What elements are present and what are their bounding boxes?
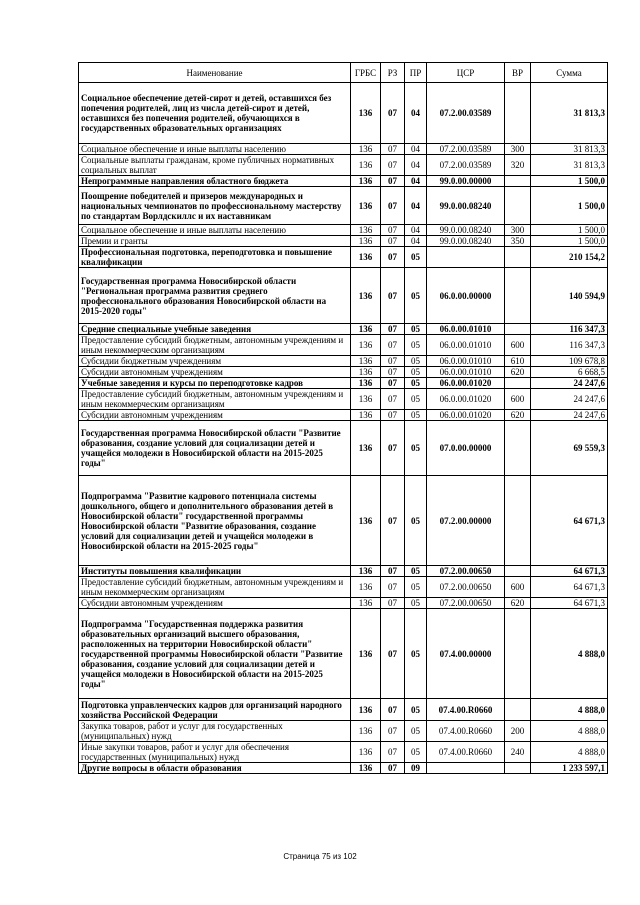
- table-row: [79, 225, 608, 236]
- cell-grbs: 136: [351, 155, 381, 176]
- cell-pr: 04: [405, 83, 427, 144]
- cell-sum: 4 888,0: [531, 721, 608, 742]
- cell-name: Социальное обеспечение и иные выплаты населению: [79, 144, 351, 155]
- cell-vr: [505, 763, 531, 774]
- table-row: [79, 144, 608, 155]
- table-row: [79, 598, 608, 609]
- cell-name: Институты повышения квалификации: [79, 566, 351, 577]
- cell-grbs: 136: [351, 763, 381, 774]
- cell-rz: 07: [381, 83, 405, 144]
- table-row: [79, 378, 608, 389]
- cell-csr: [427, 763, 505, 774]
- cell-rz: 07: [381, 367, 405, 378]
- cell-name: Учебные заведения и курсы по переподготовке кадров: [79, 378, 351, 389]
- cell-rz: 07: [381, 577, 405, 598]
- cell-csr: 07.4.00.R0660: [427, 742, 505, 763]
- cell-csr: 06.0.00.01020: [427, 410, 505, 421]
- cell-sum: 1 500,0: [531, 225, 608, 236]
- cell-pr: 05: [405, 324, 427, 335]
- header-name: Наименование: [79, 63, 351, 83]
- cell-pr: 05: [405, 410, 427, 421]
- cell-name: Другие вопросы в области образования: [79, 763, 351, 774]
- cell-vr: [505, 176, 531, 187]
- cell-rz: 07: [381, 742, 405, 763]
- cell-vr: [505, 324, 531, 335]
- cell-grbs: 136: [351, 389, 381, 410]
- cell-pr: 05: [405, 699, 427, 721]
- table-row: [79, 176, 608, 187]
- cell-name: Социальное обеспечение и иные выплаты населению: [79, 225, 351, 236]
- cell-sum: 24 247,6: [531, 378, 608, 389]
- table-row: [79, 699, 608, 721]
- cell-grbs: 136: [351, 378, 381, 389]
- cell-pr: 04: [405, 225, 427, 236]
- cell-name: Поощрение победителей и призеров международных и национальных чемпионатов по профессиональному мастерству по стандартам Ворлдскиллс и их наставникам: [79, 187, 351, 225]
- cell-pr: 05: [405, 367, 427, 378]
- cell-csr: 06.0.00.00000: [427, 268, 505, 324]
- cell-csr: 99.0.00.00000: [427, 176, 505, 187]
- cell-csr: 07.2.00.03589: [427, 144, 505, 155]
- cell-grbs: 136: [351, 83, 381, 144]
- table-row: [79, 247, 608, 268]
- cell-vr: [505, 476, 531, 566]
- cell-sum: 1 500,0: [531, 176, 608, 187]
- cell-csr: 07.2.00.00650: [427, 577, 505, 598]
- cell-name: Государственная программа Новосибирской области "Развитие образования, создание условий для социализации детей и учащейся молодежи в Новосибирской области на 2015-2025 годы": [79, 421, 351, 476]
- cell-csr: 06.0.00.01010: [427, 335, 505, 356]
- cell-vr: 350: [505, 236, 531, 247]
- cell-pr: 05: [405, 378, 427, 389]
- cell-pr: 05: [405, 356, 427, 367]
- cell-grbs: 136: [351, 421, 381, 476]
- cell-rz: 07: [381, 410, 405, 421]
- cell-sum: 69 559,3: [531, 421, 608, 476]
- cell-grbs: 136: [351, 356, 381, 367]
- cell-sum: 140 594,9: [531, 268, 608, 324]
- cell-rz: 07: [381, 699, 405, 721]
- cell-rz: 07: [381, 144, 405, 155]
- cell-vr: [505, 268, 531, 324]
- cell-vr: 320: [505, 155, 531, 176]
- cell-grbs: 136: [351, 324, 381, 335]
- cell-sum: 210 154,2: [531, 247, 608, 268]
- cell-grbs: 136: [351, 268, 381, 324]
- cell-name: Социальное обеспечение детей-сирот и детей, оставшихся без попечения родителей, лиц из числа детей-сирот и детей, оставшихся без попечения родителей, обучающихся в государственных образовательных организациях: [79, 83, 351, 144]
- cell-sum: 64 671,3: [531, 566, 608, 577]
- table-row: [79, 721, 608, 742]
- cell-csr: 07.2.00.00650: [427, 566, 505, 577]
- cell-vr: [505, 83, 531, 144]
- cell-pr: 05: [405, 476, 427, 566]
- cell-csr: 99.0.00.08240: [427, 236, 505, 247]
- cell-csr: 07.2.00.03589: [427, 83, 505, 144]
- cell-sum: 1 233 597,1: [531, 763, 608, 774]
- cell-rz: 07: [381, 763, 405, 774]
- cell-sum: 64 671,3: [531, 598, 608, 609]
- cell-csr: 06.0.00.01020: [427, 378, 505, 389]
- cell-vr: [505, 609, 531, 699]
- cell-vr: [505, 378, 531, 389]
- cell-grbs: 136: [351, 598, 381, 609]
- cell-grbs: 136: [351, 187, 381, 225]
- cell-name: Субсидии бюджетным учреждениям: [79, 356, 351, 367]
- table-row: [79, 476, 608, 566]
- cell-sum: 24 247,6: [531, 389, 608, 410]
- cell-pr: 05: [405, 609, 427, 699]
- cell-rz: 07: [381, 155, 405, 176]
- cell-name: Подготовка управленческих кадров для организаций народного хозяйства Российской Федерации: [79, 699, 351, 721]
- cell-grbs: 136: [351, 247, 381, 268]
- cell-csr: 07.4.00.00000: [427, 609, 505, 699]
- cell-csr: 06.0.00.01010: [427, 367, 505, 378]
- cell-grbs: 136: [351, 236, 381, 247]
- cell-grbs: 136: [351, 577, 381, 598]
- cell-rz: 07: [381, 187, 405, 225]
- cell-grbs: 136: [351, 566, 381, 577]
- cell-rz: 07: [381, 236, 405, 247]
- cell-sum: 116 347,3: [531, 324, 608, 335]
- cell-pr: 04: [405, 155, 427, 176]
- cell-rz: 07: [381, 268, 405, 324]
- table-row: [79, 236, 608, 247]
- cell-vr: 620: [505, 367, 531, 378]
- table-row: [79, 421, 608, 476]
- cell-pr: 05: [405, 389, 427, 410]
- cell-name: Субсидии автономным учреждениям: [79, 410, 351, 421]
- cell-name: Субсидии автономным учреждениям: [79, 598, 351, 609]
- cell-sum: 31 813,3: [531, 155, 608, 176]
- cell-vr: [505, 187, 531, 225]
- header-pr: ПР: [405, 63, 427, 83]
- cell-csr: 99.0.00.08240: [427, 225, 505, 236]
- table-row: [79, 389, 608, 410]
- cell-vr: [505, 566, 531, 577]
- cell-grbs: 136: [351, 410, 381, 421]
- cell-name: Подпрограмма "Государственная поддержка развития образовательных организаций высшего образования, расположенных на территории Новосибирской области" государственной программы Новосибирской области "Развитие образования, создание условий для социализации детей и учащейся молодежи в Новосибирской области на 2015-2025 годы": [79, 609, 351, 699]
- cell-grbs: 136: [351, 335, 381, 356]
- cell-vr: 620: [505, 598, 531, 609]
- cell-sum: 109 678,8: [531, 356, 608, 367]
- cell-pr: 04: [405, 236, 427, 247]
- cell-grbs: 136: [351, 476, 381, 566]
- cell-name: Предоставление субсидий бюджетным, автономным учреждениям и иным некоммерческим организациям: [79, 577, 351, 598]
- cell-grbs: 136: [351, 609, 381, 699]
- cell-name: Предоставление субсидий бюджетным, автономным учреждениям и иным некоммерческим организациям: [79, 335, 351, 356]
- table-row: [79, 742, 608, 763]
- cell-pr: 04: [405, 176, 427, 187]
- table-row: [79, 155, 608, 176]
- cell-sum: 31 813,3: [531, 144, 608, 155]
- header-csr: ЦСР: [427, 63, 505, 83]
- table-row: [79, 410, 608, 421]
- cell-name: Подпрограмма "Развитие кадрового потенциала системы дошкольного, общего и дополнительного образования детей в Новосибирской области" государственной программы Новосибирской области "Развитие образования, создание условий для социализации детей и учащейся молодежи в Новосибирской области на 2015-2025 годы": [79, 476, 351, 566]
- cell-pr: 05: [405, 268, 427, 324]
- cell-rz: 07: [381, 324, 405, 335]
- cell-csr: [427, 247, 505, 268]
- cell-name: Премии и гранты: [79, 236, 351, 247]
- cell-rz: 07: [381, 356, 405, 367]
- cell-vr: 200: [505, 721, 531, 742]
- cell-vr: 600: [505, 577, 531, 598]
- table-row: [79, 268, 608, 324]
- cell-rz: 07: [381, 566, 405, 577]
- cell-name: Иные закупки товаров, работ и услуг для обеспечения государственных (муниципальных) нужд: [79, 742, 351, 763]
- cell-sum: 6 668,5: [531, 367, 608, 378]
- cell-vr: 300: [505, 225, 531, 236]
- table-row: [79, 335, 608, 356]
- cell-pr: 04: [405, 144, 427, 155]
- cell-pr: 04: [405, 187, 427, 225]
- cell-rz: 07: [381, 378, 405, 389]
- cell-vr: [505, 247, 531, 268]
- cell-sum: 64 671,3: [531, 476, 608, 566]
- cell-rz: 07: [381, 389, 405, 410]
- table-row: [79, 83, 608, 144]
- cell-rz: 07: [381, 476, 405, 566]
- cell-sum: 116 347,3: [531, 335, 608, 356]
- cell-vr: 600: [505, 389, 531, 410]
- cell-name: Государственная программа Новосибирской области "Региональная программа развития среднего профессионального образования Новосибирской области на 2015-2020 годы": [79, 268, 351, 324]
- cell-sum: 1 500,0: [531, 187, 608, 225]
- header-sum: Сумма: [531, 63, 608, 83]
- cell-name: Профессиональная подготовка, переподготовка и повышение квалификации: [79, 247, 351, 268]
- cell-rz: 07: [381, 247, 405, 268]
- budget-table: [78, 62, 608, 774]
- header-rz: РЗ: [381, 63, 405, 83]
- cell-sum: 24 247,6: [531, 410, 608, 421]
- cell-name: Социальные выплаты гражданам, кроме публичных нормативных социальных выплат: [79, 155, 351, 176]
- cell-csr: 07.4.00.R0660: [427, 699, 505, 721]
- cell-sum: 31 813,3: [531, 83, 608, 144]
- cell-pr: 05: [405, 421, 427, 476]
- cell-pr: 05: [405, 598, 427, 609]
- cell-vr: 620: [505, 410, 531, 421]
- cell-name: Субсидии автономным учреждениям: [79, 367, 351, 378]
- table-header-row: [79, 63, 608, 83]
- cell-rz: 07: [381, 421, 405, 476]
- cell-csr: 99.0.00.08240: [427, 187, 505, 225]
- cell-csr: 07.2.00.03589: [427, 155, 505, 176]
- table-row: [79, 609, 608, 699]
- cell-vr: 240: [505, 742, 531, 763]
- cell-pr: 05: [405, 742, 427, 763]
- cell-grbs: 136: [351, 699, 381, 721]
- cell-pr: 05: [405, 566, 427, 577]
- cell-grbs: 136: [351, 176, 381, 187]
- cell-pr: 09: [405, 763, 427, 774]
- cell-pr: 05: [405, 335, 427, 356]
- cell-name: Средние специальные учебные заведения: [79, 324, 351, 335]
- table-row: [79, 356, 608, 367]
- table-row: [79, 763, 608, 774]
- cell-rz: 07: [381, 609, 405, 699]
- cell-csr: 07.4.00.R0660: [427, 721, 505, 742]
- cell-sum: 4 888,0: [531, 699, 608, 721]
- cell-vr: 600: [505, 335, 531, 356]
- header-grbs: ГРБС: [351, 63, 381, 83]
- table-row: [79, 367, 608, 378]
- cell-name: Непрограммные направления областного бюджета: [79, 176, 351, 187]
- cell-rz: 07: [381, 225, 405, 236]
- cell-grbs: 136: [351, 144, 381, 155]
- cell-rz: 07: [381, 598, 405, 609]
- cell-rz: 07: [381, 335, 405, 356]
- cell-sum: 1 500,0: [531, 236, 608, 247]
- page-number: Страница 75 из 102: [283, 852, 357, 861]
- table-row: [79, 187, 608, 225]
- cell-csr: 07.2.00.00650: [427, 598, 505, 609]
- cell-grbs: 136: [351, 225, 381, 236]
- header-vr: ВР: [505, 63, 531, 83]
- cell-pr: 05: [405, 721, 427, 742]
- cell-sum: 4 888,0: [531, 609, 608, 699]
- table-row: [79, 324, 608, 335]
- table-row: [79, 566, 608, 577]
- cell-csr: 07.0.00.00000: [427, 421, 505, 476]
- cell-sum: 4 888,0: [531, 742, 608, 763]
- cell-grbs: 136: [351, 367, 381, 378]
- cell-grbs: 136: [351, 742, 381, 763]
- cell-vr: 300: [505, 144, 531, 155]
- table-row: [79, 577, 608, 598]
- cell-name: Закупка товаров, работ и услуг для государственных (муниципальных) нужд: [79, 721, 351, 742]
- cell-csr: 06.0.00.01010: [427, 356, 505, 367]
- cell-csr: 07.2.00.00000: [427, 476, 505, 566]
- cell-name: Предоставление субсидий бюджетным, автономным учреждениям и иным некоммерческим организациям: [79, 389, 351, 410]
- cell-vr: [505, 699, 531, 721]
- cell-grbs: 136: [351, 721, 381, 742]
- cell-sum: 64 671,3: [531, 577, 608, 598]
- cell-pr: 05: [405, 247, 427, 268]
- cell-vr: 610: [505, 356, 531, 367]
- cell-rz: 07: [381, 721, 405, 742]
- cell-rz: 07: [381, 176, 405, 187]
- cell-vr: [505, 421, 531, 476]
- cell-csr: 06.0.00.01010: [427, 324, 505, 335]
- cell-pr: 05: [405, 577, 427, 598]
- cell-csr: 06.0.00.01020: [427, 389, 505, 410]
